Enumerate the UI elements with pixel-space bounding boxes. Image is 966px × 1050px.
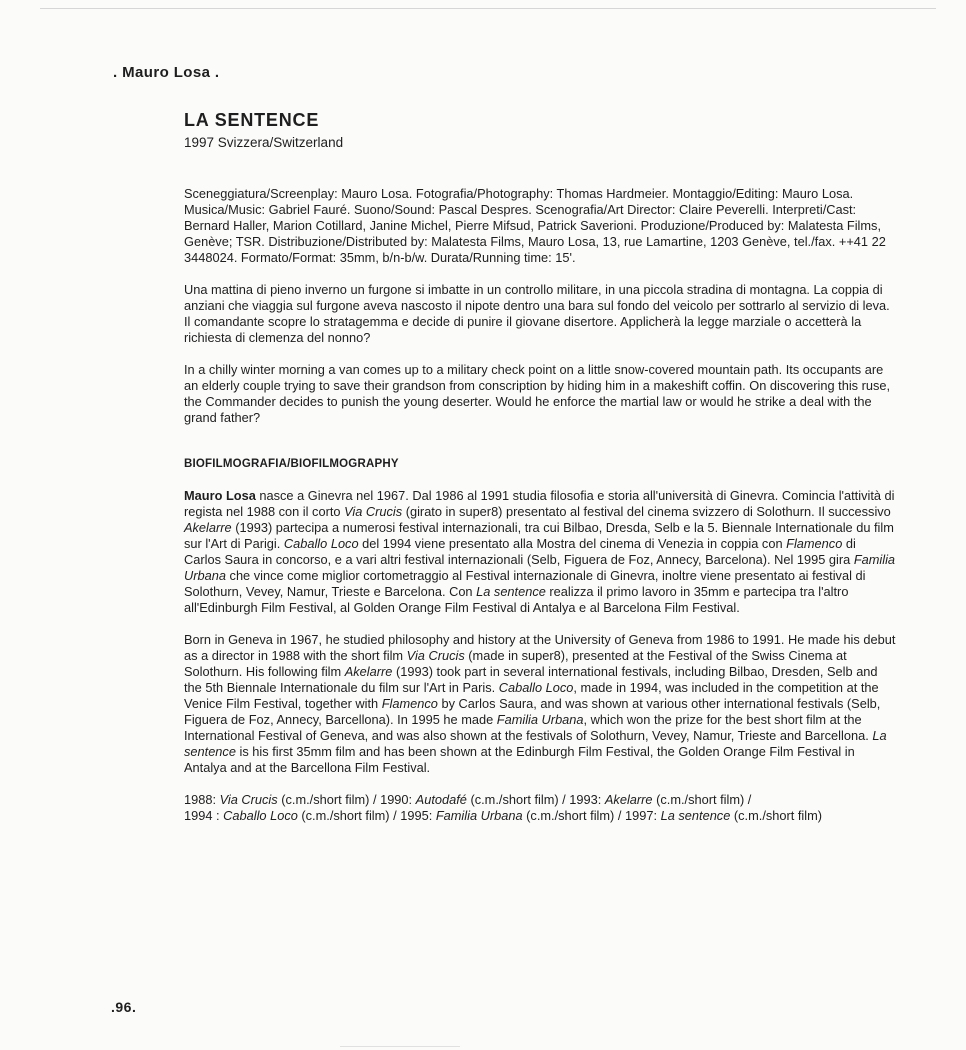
film-title-ref: La sentence (184, 728, 887, 759)
page-content (184, 186, 896, 824)
film-title-ref: Akelarre (344, 664, 393, 679)
filmography-entry: 1995: Familia Urbana (c.m./short film) / (400, 808, 625, 823)
film-subtitle: 1997 Svizzera/Switzerland (184, 135, 344, 150)
film-title-ref: La sentence (476, 584, 546, 599)
top-rule (40, 8, 936, 9)
synopsis-italian: Una mattina di pieno inverno un furgone si imbatte in un controllo militare, in una piccola stradina di montagna. La coppia di anziani che viaggia sul furgone aveva nascosto il nipote dentro una bara sul fondo del veicolo per sottrarlo al servizio di leva. Il comandante scopre lo stratagemma e decide di punire il giovane disertore. Applicherà la legge marziale o accetterà la richiesta di clemenza del nonno? (184, 282, 890, 345)
film-title-ref: Caballo Loco (498, 680, 574, 695)
filmography-entry: 1994 : Caballo Loco (c.m./short film) / (184, 808, 401, 823)
bio-italian: Mauro Losa nasce a Ginevra nel 1967. Dal 1986 al 1991 studia filosofia e storia all'università di Ginevra. Comincia l'attività di regista nel 1988 con il corto Via Crucis (girato in super8) presentato al festival del cinema svizzero di Solothurn. Il successivo Akelarre (1993) partecipa a numerosi festival internazionali, tra cui Bilbao, Dresda, Selb e la 5. Biennale Internationale du film sur l'Art di Parigi. Caballo Loco del 1994 viene presentato alla Mostra del cinema di Venezia in coppia con Flamenco di Carlos Saura in concorso, e a vari altri festival internazionali (Selb, Figuera de Foz, Annecy, Barcelona). Nel 1995 gira Familia Urbana che vince come miglior cortometraggio al Festival internazionale di Ginevra, inoltre viene presentato ai festival di Solothurn, Vevey, Namur, Trieste e Barcelona. Con La sentence realizza il primo lavoro in 35mm e partecipa tra l'altro all'Edinburgh Film Festival, al Golden Orange Film Festival di Antalya e al Barcelona Film Festival. (184, 488, 896, 615)
credits-paragraph: Sceneggiatura/Screenplay: Mauro Losa. Fotografia/Photography: Thomas Hardmeier. Montaggio/Editing: Mauro Losa. Musica/Music: Gabriel Fauré. Suono/Sound: Pascal Despres. Scenografia/Art Director: Claire Peverelli. Interpreti/Cast: Bernard Haller, Marion Cotillard, Janine Michel, Pierre Mifsud, Patrick Saverioni. Produzione/Produced by: Malatesta Films, Genève; TSR. Distribuzione/Distributed by: Malatesta Films, Mauro Losa, 13, rue Lamartine, 1203 Genève, tel./fax. ++41 22 3448024. Formato/Format: 35mm, b/n-b/w. Durata/Running time: 15'. (184, 186, 886, 265)
film-title-ref: Caballo Loco (283, 536, 359, 551)
filmography-entry: 1990: Autodafé (c.m./short film) / (380, 792, 570, 807)
bio-english: Born in Geneva in 1967, he studied philosophy and history at the University of Geneva from 1986 to 1991. He made his debut as a director in 1988 with the short film Via Crucis (made in super8), presented at the Festival of the Swiss Cinema at Solothurn. His following film Akelarre (1993) took part in several international festivals, including Bilbao, Dresden, Selb and the 5th Biennale Internationale du film sur l'Art in Paris. Caballo Loco, made in 1994, was included in the competition at the Venice Film Festival, together with Flamenco by Carlos Saura, and was shown at various other international festivals (Selb, Figuera de Foz, Annecy, Barcellona). In 1995 he made Familia Urbana, which won the prize for the best short film at the International Festival of Geneva, and was also shown at the festivals of Solothurn, Vevey, Namur, Trieste and Barcellona. La sentence is his first 35mm film and has been shown at the Edinburgh Film Festival, the Golden Orange Film Festival in Antalya and at the Barcellona Film Festival. (184, 632, 896, 775)
filmography-entry: 1997: La sentence (c.m./short film) (625, 808, 823, 823)
biofilmography-heading: BIOFILMOGRAFIA/BIOFILMOGRAPHY (184, 458, 399, 470)
film-title-ref: Familia Urbana (496, 712, 584, 727)
filmography-entry: 1993: Akelarre (c.m./short film) / (569, 792, 752, 807)
film-title-block (184, 110, 343, 150)
film-title: LA SENTENCE (184, 110, 320, 130)
page-number: .96. (111, 999, 137, 1015)
film-title-ref: Flamenco (381, 696, 438, 711)
bottom-rule (340, 1046, 460, 1047)
synopsis-english: In a chilly winter morning a van comes up to a military check point on a little snow-covered mountain path. Its occupants are an elderly couple trying to save their grandson from conscription by hiding him in a makeshift coffin. On discovering this ruse, the Commander decides to punish the young deserter. Would he enforce the martial law or would he strike a deal with the grand father? (184, 362, 891, 425)
film-title-ref: Familia Urbana (184, 552, 896, 583)
filmography-entry: 1988: Via Crucis (c.m./short film) / (184, 792, 381, 807)
film-title-ref: Akelarre (184, 520, 232, 535)
film-title-ref: Via Crucis (344, 504, 403, 519)
running-header: . Mauro Losa . (113, 64, 220, 81)
film-title-ref: Via Crucis (406, 648, 465, 663)
film-title-ref: Flamenco (786, 536, 843, 551)
filmography-list (184, 792, 896, 824)
director-name: Mauro Losa (184, 488, 256, 503)
